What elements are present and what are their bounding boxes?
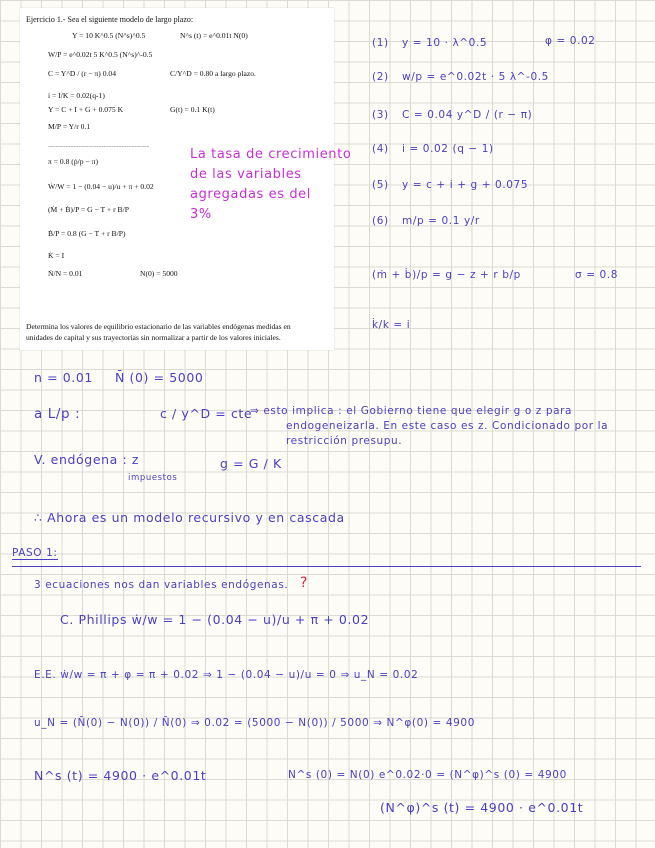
eq-investment: i = I/K = 0.02(q-1) xyxy=(48,91,105,100)
right-eq-5-num: (5) xyxy=(372,179,389,191)
cp-fraction: c / y^D = cte xyxy=(160,406,253,421)
natural-rate-line: u_N = (N̄(0) − N(0)) / N̄(0) ⇒ 0.02 = (5000 − N(0)) / 5000 ⇒ N^φ(0) = 4900 xyxy=(34,717,475,729)
exercise-title: Ejercicio 1.- Sea el siguiente modelo de largo plazo: xyxy=(26,15,194,24)
eq-capital: K̇ = I xyxy=(48,251,65,260)
eq-goods-market: Y = C + I + G + 0.075 K xyxy=(48,105,124,114)
eq-budget: (Ṁ + Ḃ)/P = G − T + r B/P xyxy=(48,205,129,214)
question-line-1: Determina los valores de equilibrio estacionario de las variables endógenas medidas en xyxy=(26,322,291,331)
n-growth-line: n = 0.01 xyxy=(34,370,93,385)
right-eq-1-extra: φ = 0.02 xyxy=(545,35,596,47)
three-equations-line: 3 ecuaciones nos dan variables endógenas. xyxy=(34,579,289,591)
cp-note-1: ⇒ esto implica : el Gobierno tiene que elegir g o z para xyxy=(250,405,573,417)
pink-note-3: agregadas es del xyxy=(190,187,311,202)
question-mark: ? xyxy=(300,575,309,591)
eq-bonds: Ḃ/P = 0.8 (G − T + r B/P) xyxy=(48,229,126,238)
labor-supply-initial: N^s (0) = N(0) e^0.02·0 = (N^φ)^s (0) = 4900 xyxy=(288,769,567,781)
right-eq-6: m/p = 0.1 y/r xyxy=(402,215,480,227)
right-eq-3: C = 0.04 y^D / (r − π) xyxy=(402,109,533,121)
recursive-line: ∴ Ahora es un modelo recursivo y en cascada xyxy=(34,510,345,525)
right-eq-2-num: (2) xyxy=(372,71,389,83)
eq-wage: W/P = e^0.02t 5 K^0.5 (N^s)^-0.5 xyxy=(48,50,153,59)
eq-initial-labor: N(0) = 5000 xyxy=(140,269,178,278)
step-heading: PASO 1: xyxy=(12,547,58,559)
n-initial-line: N̄ (0) = 5000 xyxy=(115,370,204,385)
eq-production: Y = 10 K^0.5 (N^s)^0.5 xyxy=(72,31,146,40)
right-eq-7: (ṁ + ḃ)/p = g − z + r b/p xyxy=(372,269,521,281)
eq-money: M/P = Y/r 0.1 xyxy=(48,122,91,131)
endogenous-label: V. endógena : z xyxy=(34,452,140,467)
eq-consumption: C = Y^D / (r − π) 0.04 xyxy=(48,69,116,78)
eq-expectations: π = 0.8 (ṗ/p − π) xyxy=(48,157,98,166)
eq-consumption-ratio: C/Y^D = 0.80 a largo plazo. xyxy=(170,69,256,78)
eq-phillips: Ẇ/W = 1 − (0.04 − u)/u + π + 0.02 xyxy=(48,182,154,191)
right-eq-7-extra: σ = 0.8 xyxy=(575,269,619,281)
step-divider xyxy=(12,566,641,567)
g-equation: g = G / K xyxy=(220,456,282,471)
right-eq-8: k̇/k = i xyxy=(372,319,411,331)
endogenous-sub: impuestos xyxy=(128,473,178,483)
right-eq-1-num: (1) xyxy=(372,37,389,49)
cp-label: a L/p : xyxy=(34,406,81,422)
pink-note-2: de las variables xyxy=(190,167,302,182)
phillips-line: C. Phillips ẇ/w = 1 − (0.04 − u)/u + π + 0.02 xyxy=(60,612,370,627)
right-eq-4: i = 0.02 (q − 1) xyxy=(402,143,494,155)
eq-government: G(t) = 0.1 K(t) xyxy=(170,105,215,114)
right-eq-2: w/p = e^0.02t · 5 λ^-0.5 xyxy=(402,71,549,83)
right-eq-6-num: (6) xyxy=(372,215,389,227)
pink-note-4: 3% xyxy=(190,207,212,222)
cp-note-3: restricción presupu. xyxy=(286,435,403,447)
steady-state-line: E.E. ẇ/w = π + φ = π + 0.02 ⇒ 1 − (0.04 − u)/u = 0 ⇒ u_N = 0.02 xyxy=(34,669,419,681)
eq-labor-growth: Ṅ/N = 0.01 xyxy=(48,269,83,278)
labor-phi-path: (N^φ)^s (t) = 4900 · e^0.01t xyxy=(380,800,584,815)
right-eq-4-num: (4) xyxy=(372,143,389,155)
right-eq-3-num: (3) xyxy=(372,109,389,121)
cp-note-2: endogeneizarla. En este caso es z. Condicionado por la xyxy=(286,420,609,432)
separator: ---------------------------------------- xyxy=(48,141,150,150)
right-eq-5: y = c + i + g + 0.075 xyxy=(402,179,529,191)
labor-supply-path: N^s (t) = 4900 · e^0.01t xyxy=(34,768,207,783)
pink-note-1: La tasa de crecimiento xyxy=(190,147,352,162)
eq-labor-supply: N^s (t) = e^0.01t N(0) xyxy=(180,31,248,40)
question-line-2: unidades de capital y sus trayectorias sin normalizar a partir de los valores iniciales. xyxy=(26,333,281,342)
right-eq-1: y = 10 · λ^0.5 xyxy=(402,37,488,49)
